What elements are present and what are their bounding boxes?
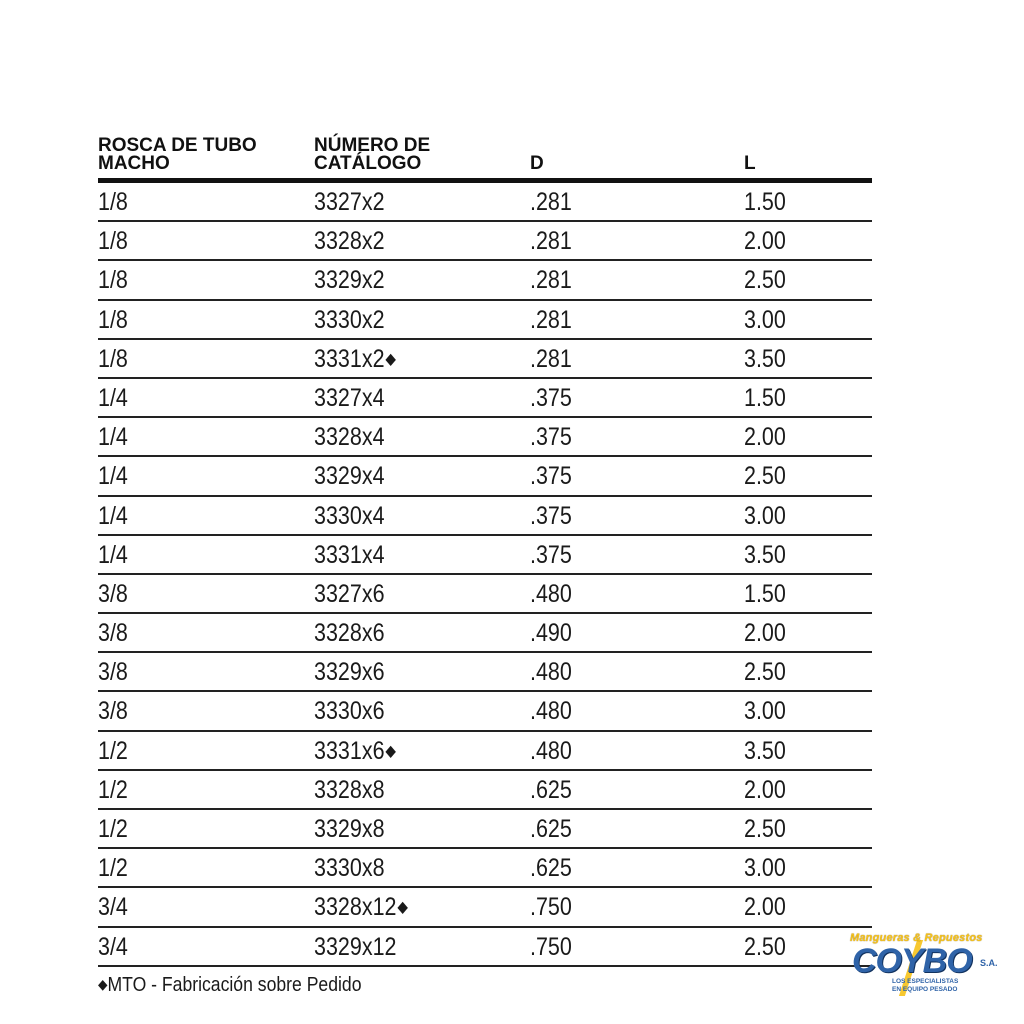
cell-d	[530, 737, 572, 765]
cell-rosca	[98, 580, 128, 608]
cell-rosca	[98, 893, 128, 921]
cell-l	[744, 737, 786, 765]
cell-d-text: .281	[530, 188, 572, 216]
table-row	[98, 653, 872, 692]
header-catalogo	[314, 137, 430, 173]
cell-catalogo	[314, 306, 385, 334]
cell-catalogo	[314, 266, 385, 294]
cell-d	[530, 502, 572, 530]
cell-catalogo-text: 3328x12	[314, 893, 397, 922]
cell-catalogo	[314, 658, 385, 686]
cell-d	[530, 227, 572, 255]
cell-rosca	[98, 933, 128, 961]
table-row	[98, 849, 872, 888]
catalog-table	[98, 134, 872, 967]
cell-l-text: 2.50	[744, 462, 786, 491]
logo-brand: COYBO	[852, 942, 972, 980]
cell-catalogo	[314, 188, 385, 216]
cell-catalogo-text: 3327x2	[314, 188, 385, 216]
table-row	[98, 457, 872, 496]
cell-catalogo-text: 3330x4	[314, 501, 385, 530]
table-row	[98, 732, 872, 771]
cell-l-text: 3.50	[744, 736, 786, 765]
cell-rosca-text: 3/8	[98, 619, 128, 648]
cell-rosca	[98, 423, 128, 451]
cell-d-text: .375	[530, 462, 572, 491]
table-row	[98, 614, 872, 653]
header-rosca-line1: ROSCA DE TUBO	[98, 135, 257, 156]
mto-diamond-icon: ◆	[385, 742, 396, 760]
cell-rosca-text: 1/2	[98, 775, 128, 804]
cell-d-text: .480	[530, 697, 572, 726]
cell-l-text: 3.00	[744, 305, 786, 334]
cell-l-text: 1.50	[744, 383, 786, 412]
cell-rosca-text: 1/2	[98, 736, 128, 765]
company-logo	[848, 932, 998, 996]
cell-d	[530, 619, 572, 647]
cell-l-text: 3.50	[744, 540, 786, 569]
table-row	[98, 692, 872, 731]
cell-rosca	[98, 306, 128, 334]
cell-catalogo	[314, 697, 385, 725]
cell-l-text: 3.00	[744, 697, 786, 726]
cell-rosca-text: 3/8	[98, 579, 128, 608]
cell-catalogo	[314, 815, 385, 843]
table-row	[98, 340, 872, 379]
cell-l	[744, 423, 786, 451]
cell-l	[744, 619, 786, 647]
cell-d	[530, 266, 572, 294]
cell-catalogo-text: 3328x2	[314, 227, 385, 256]
cell-catalogo-text: 3328x6	[314, 619, 385, 648]
cell-catalogo	[314, 776, 385, 804]
header-rosca-line2: MACHO	[98, 153, 170, 174]
cell-rosca-text: 1/4	[98, 501, 128, 530]
mto-diamond-icon: ◆	[397, 899, 408, 917]
cell-catalogo	[314, 502, 385, 530]
cell-catalogo-text: 3331x6	[314, 736, 385, 765]
cell-d	[530, 854, 572, 882]
cell-rosca	[98, 619, 128, 647]
cell-rosca-text: 3/8	[98, 697, 128, 726]
cell-rosca	[98, 384, 128, 412]
cell-l-text: 3.50	[744, 344, 786, 373]
table-row	[98, 379, 872, 418]
cell-d-text: .281	[530, 266, 572, 295]
cell-d	[530, 423, 572, 451]
cell-d-text: .490	[530, 619, 572, 648]
table-row	[98, 536, 872, 575]
cell-rosca	[98, 658, 128, 686]
cell-catalogo	[314, 384, 385, 412]
cell-rosca	[98, 502, 128, 530]
table-row	[98, 183, 872, 222]
footnote	[98, 974, 362, 997]
cell-rosca	[98, 462, 128, 490]
cell-catalogo-text: 3329x4	[314, 462, 385, 491]
cell-l	[744, 658, 786, 686]
cell-catalogo	[314, 541, 385, 569]
cell-rosca	[98, 266, 128, 294]
header-rosca	[98, 137, 257, 173]
cell-catalogo	[314, 893, 408, 922]
cell-d-text: .281	[530, 344, 572, 373]
cell-catalogo	[314, 345, 396, 374]
cell-rosca-text: 1/8	[98, 188, 128, 216]
cell-rosca	[98, 854, 128, 882]
cell-catalogo	[314, 619, 385, 647]
table-body	[98, 183, 872, 967]
cell-rosca	[98, 697, 128, 725]
table-row	[98, 418, 872, 457]
logo-tagline: Mangueras & Repuestos	[850, 932, 983, 944]
cell-d-text: .375	[530, 540, 572, 569]
cell-l-text: 2.00	[744, 227, 786, 256]
cell-d-text: .625	[530, 854, 572, 883]
cell-l	[744, 933, 786, 961]
cell-d	[530, 306, 572, 334]
cell-rosca-text: 3/4	[98, 893, 128, 922]
cell-l	[744, 776, 786, 804]
footnote-text: MTO - Fabricación sobre Pedido	[107, 974, 362, 996]
cell-l-text: 3.00	[744, 854, 786, 883]
cell-rosca-text: 3/8	[98, 658, 128, 687]
cell-catalogo-text: 3329x2	[314, 266, 385, 295]
cell-l	[744, 462, 786, 490]
cell-catalogo-text: 3329x6	[314, 658, 385, 687]
cell-d-text: .625	[530, 815, 572, 843]
header-catalogo-line2: CATÁLOGO	[314, 153, 422, 174]
cell-d	[530, 933, 572, 961]
cell-rosca	[98, 815, 128, 843]
cell-l	[744, 345, 786, 373]
table-row	[98, 810, 872, 849]
cell-rosca-text: 1/4	[98, 383, 128, 412]
cell-d-text: .480	[530, 658, 572, 687]
cell-catalogo	[314, 933, 397, 961]
cell-l-text: 2.00	[744, 423, 786, 452]
cell-catalogo-text: 3327x4	[314, 383, 385, 412]
cell-d-text: .750	[530, 932, 572, 961]
cell-l-text: 2.00	[744, 619, 786, 648]
cell-catalogo-text: 3329x8	[314, 815, 385, 843]
cell-l-text: 3.00	[744, 501, 786, 530]
table-header	[98, 134, 872, 183]
header-l: L	[744, 153, 756, 174]
cell-l	[744, 697, 786, 725]
cell-d	[530, 580, 572, 608]
cell-l	[744, 815, 786, 843]
cell-rosca	[98, 737, 128, 765]
cell-d-text: .480	[530, 736, 572, 765]
cell-d-text: .281	[530, 305, 572, 334]
cell-d	[530, 893, 572, 921]
cell-rosca-text: 1/4	[98, 462, 128, 491]
cell-l	[744, 893, 786, 921]
cell-l-text: 2.50	[744, 658, 786, 687]
logo-subtitle-2: EN EQUIPO PESADO	[892, 986, 958, 993]
cell-l	[744, 502, 786, 530]
cell-d	[530, 815, 572, 843]
cell-catalogo	[314, 462, 385, 490]
cell-l	[744, 854, 786, 882]
header-catalogo-line1: NÚMERO DE	[314, 135, 431, 156]
cell-d-text: .375	[530, 501, 572, 530]
cell-l-text: 2.00	[744, 775, 786, 804]
cell-catalogo-text: 3328x8	[314, 775, 385, 804]
cell-rosca-text: 1/8	[98, 305, 128, 334]
cell-d-text: .375	[530, 423, 572, 452]
cell-d-text: .625	[530, 775, 572, 804]
cell-catalogo-text: 3331x4	[314, 540, 385, 569]
cell-rosca-text: 1/2	[98, 854, 128, 883]
cell-catalogo-text: 3327x6	[314, 579, 385, 608]
cell-catalogo	[314, 580, 385, 608]
cell-rosca	[98, 776, 128, 804]
cell-d	[530, 462, 572, 490]
cell-catalogo-text: 3328x4	[314, 423, 385, 452]
cell-l-text: 2.00	[744, 893, 786, 922]
table-row	[98, 301, 872, 340]
cell-catalogo	[314, 227, 385, 255]
logo-subtitle-1: LOS ESPECIALISTAS	[892, 978, 959, 985]
cell-l	[744, 227, 786, 255]
logo-suffix: S.A.	[980, 958, 998, 968]
cell-catalogo-text: 3331x2	[314, 344, 385, 373]
mto-diamond-icon: ◆	[98, 976, 108, 992]
cell-catalogo-text: 3330x8	[314, 854, 385, 883]
cell-rosca	[98, 541, 128, 569]
cell-d-text: .480	[530, 579, 572, 608]
cell-l-text: 1.50	[744, 579, 786, 608]
table-row	[98, 928, 872, 967]
cell-l	[744, 188, 786, 216]
table-row	[98, 222, 872, 261]
table-row	[98, 888, 872, 927]
cell-rosca	[98, 227, 128, 255]
cell-catalogo	[314, 423, 385, 451]
cell-rosca-text: 1/4	[98, 423, 128, 452]
cell-d	[530, 188, 572, 216]
mto-diamond-icon: ◆	[385, 350, 396, 368]
cell-rosca-text: 1/8	[98, 266, 128, 295]
cell-catalogo-text: 3330x6	[314, 697, 385, 726]
cell-rosca	[98, 345, 128, 373]
cell-l	[744, 541, 786, 569]
cell-l-text: 1.50	[744, 188, 786, 216]
cell-catalogo-text: 3329x12	[314, 932, 397, 961]
cell-rosca-text: 1/8	[98, 344, 128, 373]
cell-d	[530, 345, 572, 373]
table-row	[98, 261, 872, 300]
cell-d-text: .750	[530, 893, 572, 922]
table-row	[98, 497, 872, 536]
cell-rosca-text: 1/8	[98, 227, 128, 256]
cell-rosca-text: 1/4	[98, 540, 128, 569]
cell-catalogo	[314, 854, 385, 882]
cell-rosca	[98, 188, 128, 216]
cell-l	[744, 384, 786, 412]
cell-l	[744, 580, 786, 608]
cell-d	[530, 697, 572, 725]
cell-l	[744, 266, 786, 294]
cell-rosca-text: 3/4	[98, 932, 128, 961]
cell-l-text: 2.50	[744, 266, 786, 295]
cell-l	[744, 306, 786, 334]
table-row	[98, 771, 872, 810]
header-d: D	[530, 153, 544, 174]
cell-d	[530, 384, 572, 412]
cell-rosca-text: 1/2	[98, 815, 128, 843]
cell-d-text: .281	[530, 227, 572, 256]
cell-catalogo	[314, 737, 396, 766]
cell-catalogo-text: 3330x2	[314, 305, 385, 334]
cell-l-text: 2.50	[744, 932, 786, 961]
cell-d	[530, 658, 572, 686]
cell-d	[530, 541, 572, 569]
cell-d	[530, 776, 572, 804]
table-row	[98, 575, 872, 614]
cell-d-text: .375	[530, 383, 572, 412]
cell-l-text: 2.50	[744, 815, 786, 843]
